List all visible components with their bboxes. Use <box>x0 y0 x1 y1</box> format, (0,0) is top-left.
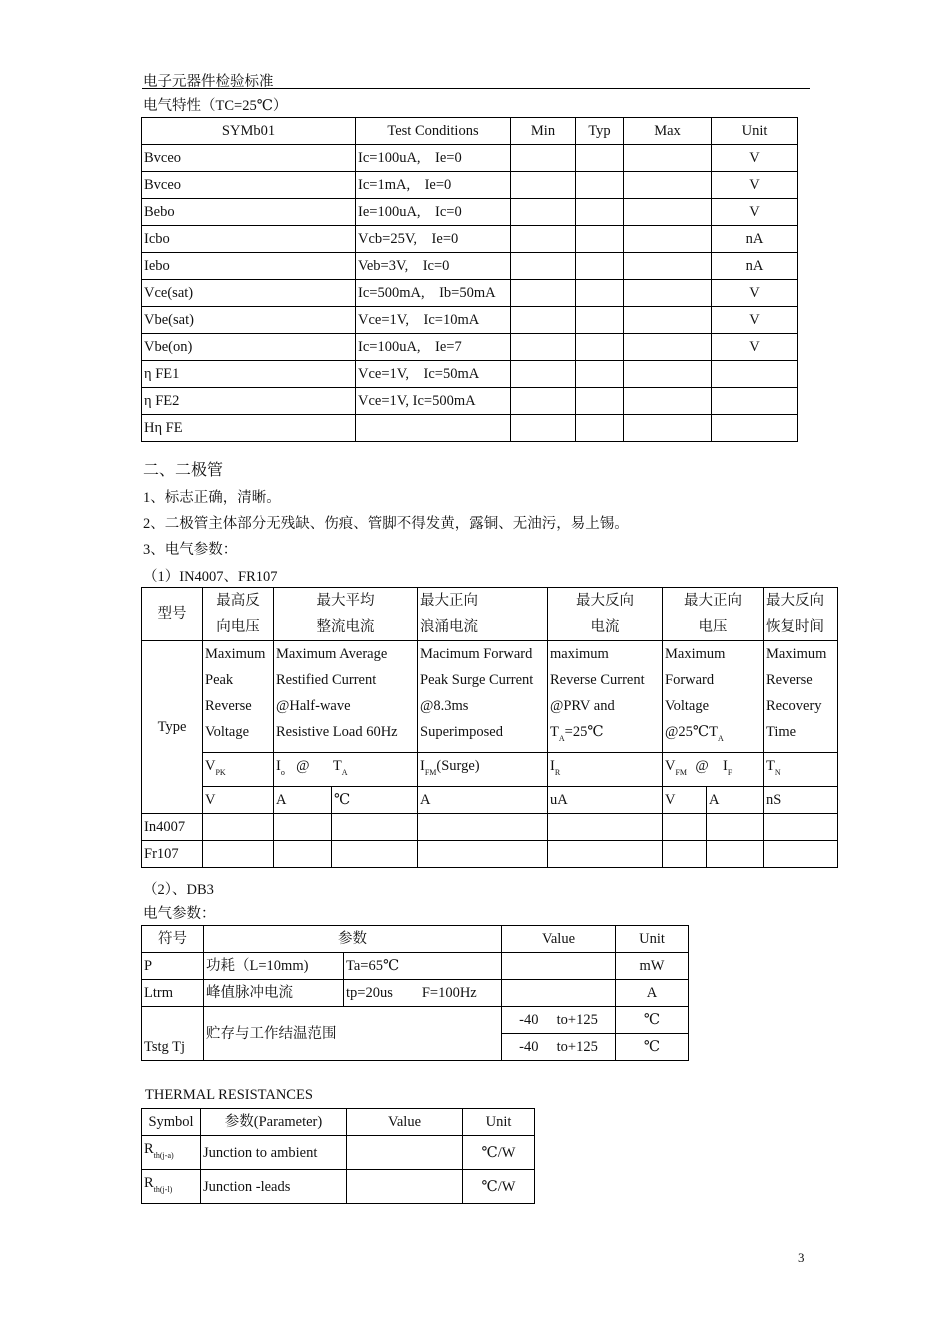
cell-unit: A <box>707 787 764 814</box>
cell-unit: A <box>418 787 548 814</box>
cell-symbol: $R_{th(j-l)}$ <box>142 1170 201 1204</box>
cell-parameter: 峰值脉冲电流 <box>204 980 344 1007</box>
cell-en-ifsm: Macimum Forward Peak Surge Current @8.3ms Superimposed <box>418 641 548 753</box>
cell-unit <box>712 415 798 442</box>
diode-requirement-1: 1、标志正确，清晰。 <box>143 490 281 506</box>
col-header-symbol: Symbol <box>142 1109 201 1136</box>
cell-value <box>502 953 616 980</box>
cell-value <box>347 1170 463 1204</box>
cell-unit: A <box>616 980 689 1007</box>
col-header-symbol: SYMb01 <box>142 118 356 145</box>
cell-conditions: Vce=1V, Ic=50mA <box>356 361 511 388</box>
col-header-value: Value <box>347 1109 463 1136</box>
cell-conditions: Ic=500mA, Ib=50mA <box>356 280 511 307</box>
cell-parameter: Junction to ambient <box>201 1136 347 1170</box>
cell-symbol: Bvceo <box>142 172 356 199</box>
page-number: 3 <box>798 1250 805 1265</box>
db3-parameters-table <box>141 925 689 1061</box>
table-row <box>142 953 689 980</box>
cell-symbol: Tstg Tj <box>142 1007 204 1061</box>
cell-value: -40 to+125 <box>502 1034 616 1061</box>
cell-unit: V <box>712 334 798 361</box>
cell-unit: V <box>712 280 798 307</box>
cell-value <box>347 1136 463 1170</box>
cell-symbol: $R_{th(j-a)}$ <box>142 1136 201 1170</box>
cell-parameter: Junction -leads <box>201 1170 347 1204</box>
col-header-test-conditions: Test Conditions <box>356 118 511 145</box>
diode-requirement-2: 2、二极管主体部分无残缺、伤痕、管脚不得发黄，露铜、无油污，易上锡。 <box>143 516 629 532</box>
col-header-symbol: 符号 <box>142 926 204 953</box>
cell-unit: V <box>203 787 274 814</box>
cell-symbol: η FE1 <box>142 361 356 388</box>
diode-requirement-3: 3、电气参数： <box>143 542 238 558</box>
cell-value <box>502 980 616 1007</box>
cell-sym-io: $I_o$ @ $T_A$ <box>274 753 418 787</box>
cell-conditions <box>356 415 511 442</box>
cell-type-en: Type <box>142 641 203 814</box>
col-header-unit: Unit <box>463 1109 535 1136</box>
cell-unit: uA <box>548 787 663 814</box>
cell-type-cn: 型号 <box>142 588 203 641</box>
cell-model: In4007 <box>142 814 203 841</box>
cell-symbol: η FE2 <box>142 388 356 415</box>
cell-unit: nS <box>764 787 838 814</box>
cell-conditions: Veb=3V, Ic=0 <box>356 253 511 280</box>
cell-unit: V <box>712 145 798 172</box>
table-row <box>142 1170 535 1204</box>
cell-en-vrrm: Maximum Peak Reverse Voltage <box>203 641 274 753</box>
cell-unit: ℃ <box>616 1034 689 1061</box>
cell-condition: tp=20us F=100Hz <box>344 980 502 1007</box>
table-row <box>142 145 798 172</box>
table-row <box>142 388 798 415</box>
cell-symbol: Bebo <box>142 199 356 226</box>
table-header-row <box>142 118 798 145</box>
table-row <box>142 199 798 226</box>
cell-unit: ℃ <box>332 787 418 814</box>
cell-cn-vf: 最大正向 电压 <box>663 588 764 641</box>
table-row <box>142 172 798 199</box>
cell-model: Fr107 <box>142 841 203 868</box>
table-row <box>142 814 838 841</box>
table-header-row <box>142 1109 535 1136</box>
cell-conditions: Ic=100uA, Ie=0 <box>356 145 511 172</box>
cell-en-ir: maximum Reverse Current @PRV and $T_A=25℃$ <box>548 641 663 753</box>
cell-en-io: Maximum Average Restified Current @Half-wave Resistive Load 60Hz <box>274 641 418 753</box>
table-row <box>142 226 798 253</box>
cell-cn-ir: 最大反向 电流 <box>548 588 663 641</box>
cell-sym-ifm: $I_{FM}(Surge)$ <box>418 753 548 787</box>
db3-electrical-parameters-label: 电气参数： <box>143 906 216 922</box>
col-header-parameter: 参数(Parameter) <box>201 1109 347 1136</box>
document-header-title: 电子元器件检验标准 <box>143 74 274 90</box>
cell-unit: ℃ <box>616 1007 689 1034</box>
table-row <box>142 980 689 1007</box>
cell-sym-vfm: $V_{FM}$ @ $I_F$ <box>663 753 764 787</box>
cell-en-vf: Maximum Forward Voltage $@25℃T_A$ <box>663 641 764 753</box>
cell-unit: ℃/W <box>463 1170 535 1204</box>
col-header-unit: Unit <box>712 118 798 145</box>
cell-cn-ifsm: 最大正向 浪涌电流 <box>418 588 548 641</box>
cell-unit: nA <box>712 253 798 280</box>
transistor-characteristics-table <box>141 117 798 442</box>
cell-conditions: Ic=100uA, Ie=7 <box>356 334 511 361</box>
cell-parameter: 功耗（L=10mm) <box>204 953 344 980</box>
cell-symbol: Ltrm <box>142 980 204 1007</box>
cell-conditions: Vce=1V, Ic=500mA <box>356 388 511 415</box>
diode-subsection-2-heading: （2）、DB3 <box>143 882 214 898</box>
cell-symbol: Iebo <box>142 253 356 280</box>
cell-unit: nA <box>712 226 798 253</box>
cell-cn-trr: 最大反向 恢复时间 <box>764 588 838 641</box>
cell-conditions: Vce=1V, Ic=10mA <box>356 307 511 334</box>
table-row <box>142 1007 689 1034</box>
table-header-row-en <box>142 641 838 753</box>
cell-unit: V <box>712 307 798 334</box>
cell-unit: mW <box>616 953 689 980</box>
table-header-row-cn <box>142 588 838 641</box>
col-header-parameter: 参数 <box>204 926 502 953</box>
table-symbol-row <box>142 753 838 787</box>
cell-unit: V <box>663 787 707 814</box>
cell-symbol: Vbe(sat) <box>142 307 356 334</box>
cell-unit: V <box>712 172 798 199</box>
header-rule <box>142 88 810 89</box>
cell-unit <box>712 388 798 415</box>
col-header-min: Min <box>511 118 576 145</box>
cell-symbol: Vbe(on) <box>142 334 356 361</box>
cell-sym-tn: $T_N$ <box>764 753 838 787</box>
cell-en-trr: Maximum Reverse Recovery Time <box>764 641 838 753</box>
table-row <box>142 1136 535 1170</box>
cell-unit: A <box>274 787 332 814</box>
table-row <box>142 280 798 307</box>
table-row <box>142 841 838 868</box>
col-header-max: Max <box>624 118 712 145</box>
table-header-row <box>142 926 689 953</box>
diode-parameters-table <box>141 587 838 868</box>
cell-sym-ir: $I_R$ <box>548 753 663 787</box>
col-header-typ: Typ <box>576 118 624 145</box>
cell-unit: V <box>712 199 798 226</box>
cell-value: -40 to+125 <box>502 1007 616 1034</box>
electrical-characteristics-heading: 电气特性（TC=25℃） <box>143 98 288 114</box>
cell-conditions: Vcb=25V, Ie=0 <box>356 226 511 253</box>
cell-symbol: Hη FE <box>142 415 356 442</box>
cell-cn-io: 最大平均 整流电流 <box>274 588 418 641</box>
thermal-resistance-table <box>141 1108 535 1204</box>
cell-symbol: Icbo <box>142 226 356 253</box>
cell-symbol: P <box>142 953 204 980</box>
cell-cn-vrrm: 最高反 向电压 <box>203 588 274 641</box>
table-row <box>142 334 798 361</box>
table-row <box>142 307 798 334</box>
table-unit-row <box>142 787 838 814</box>
table-row <box>142 361 798 388</box>
cell-conditions: Ie=100uA, Ic=0 <box>356 199 511 226</box>
diode-section-heading: 二、二极管 <box>143 460 224 479</box>
cell-symbol: Vce(sat) <box>142 280 356 307</box>
cell-unit <box>712 361 798 388</box>
cell-unit: ℃/W <box>463 1136 535 1170</box>
cell-parameter: 贮存与工作结温范围 <box>204 1007 502 1061</box>
cell-condition: Ta=65℃ <box>344 953 502 980</box>
table-row <box>142 253 798 280</box>
thermal-resistances-heading: THERMAL RESISTANCES <box>145 1087 313 1103</box>
diode-subsection-1-heading: （1）IN4007、FR107 <box>143 569 278 585</box>
cell-symbol: Bvceo <box>142 145 356 172</box>
table-row <box>142 415 798 442</box>
cell-conditions: Ic=1mA, Ie=0 <box>356 172 511 199</box>
col-header-value: Value <box>502 926 616 953</box>
cell-sym-vpk: $V_{PK}$ <box>203 753 274 787</box>
col-header-unit: Unit <box>616 926 689 953</box>
